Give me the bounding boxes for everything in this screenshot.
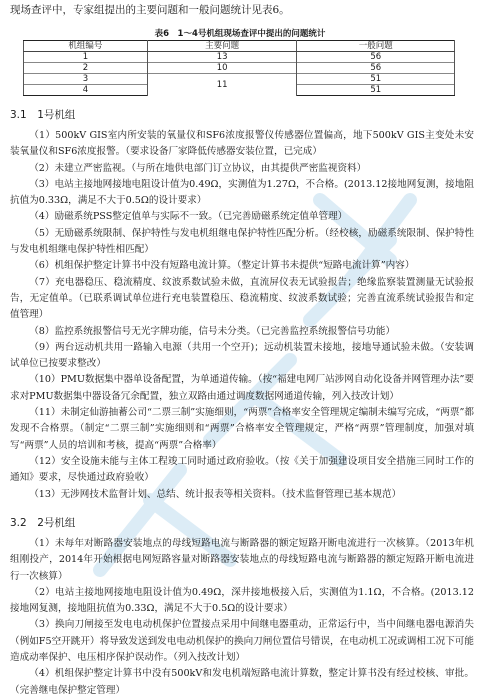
- header-general: 一般问题: [297, 41, 455, 52]
- cell-major-merged: 11: [147, 74, 297, 96]
- cell-unit: 1: [24, 52, 148, 63]
- cell-unit: 2: [24, 63, 148, 74]
- cell-unit: 4: [24, 85, 148, 96]
- issue-paragraph: （11）未制定仙游抽蓄公司“二票三制”实施细则，“两票”合格率安全管理规定编制未编写完成，“两票”都发现不合格票。（制定“二票三制”实施细则和“两票”合格率安全管理规定，严格“两票”管理制度，加强对填写“两票”人员的培训和考核，提高“两票”合格率）: [10, 407, 474, 451]
- header-unit: 机组编号: [24, 41, 148, 52]
- cell-major: 10: [147, 63, 297, 74]
- table-row: [24, 74, 455, 85]
- section-heading-unit-2: 3.2 2号机组: [10, 517, 76, 529]
- issue-paragraph: （7）充电器稳压、稳流精度、纹波系数试验未做，直流屏仪表无试验报告；绝缘监察装置测量无试验报告，无定值单。（已联系调试单位进行充电装置稳压、稳流精度、纹波系数试验；完善直流系统试验报告和定值管理）: [10, 276, 474, 321]
- cell-general: 56: [297, 63, 455, 74]
- cell-general: 56: [297, 52, 455, 63]
- issue-paragraph: （2）电站主接地网接地电阻设计值为0.49Ω，深井接地极接入后，实测值为1.1Ω，不合格。(2013.12接地网复测，接地阻抗值为0.33Ω，满足不大于0.5Ω的设计要求）: [10, 586, 474, 615]
- issue-paragraph: （2）未建立严密监视。（与所在地供电部门订立协议，由其提供严密监视资料）: [29, 162, 367, 174]
- header-major: 主要问题: [147, 41, 297, 52]
- section-heading-unit-1: 3.1 1号机组: [10, 109, 76, 121]
- issue-paragraph: （3）换向刀闸接至发电电动机保护位置接点采用中间继电器重动，正常运行中，当中间继电器电源消失（例如F5空开跳开）将导致发送到发电电动机保护的换向刀闸位置信号错误，在电动机工况或调相工况下可能造成动率保护、电压相序保护误动作。（列入技改计划）: [10, 619, 474, 664]
- issue-paragraph: （4）机组保护整定计算书中没有500kV和发电机端短路电流计算数，整定计算书没有经过校核、审批。（完善继电保护整定管理）: [10, 668, 474, 696]
- issue-paragraph: （9）两台远动机共用一路输入电源（共用一个空开)；远动机装置未接地，接地导通试验未做。（安装调试单位已按要求整改）: [10, 341, 474, 370]
- issue-paragraph: （6）机组保护整定计算书中没有短路电流计算。（整定计算书未提供“短路电流计算”内容）: [29, 260, 415, 272]
- issue-paragraph: （13）无涉网技术监督计划、总结、统计报表等相关资料。（技术监督管理已基本规范）: [29, 488, 402, 500]
- table-header-row: [24, 41, 455, 52]
- issue-paragraph: （10）PMU数据集中器单设备配置，为单通道传输。（按“福建电网厂站涉网自动化设备并网管理办法”要求对PMU数据集中器设备冗余配置，独立双路由通过调度数据网通道传输，列入技改计划）: [10, 374, 474, 402]
- issue-paragraph: （5）无励磁系统限制、保护特性与发电机组继电保护特性匹配分析。（经校核，励磁系统限制、保护特性与发电机组继电保护特性相匹配）: [10, 227, 474, 256]
- cell-unit: 3: [24, 74, 148, 85]
- cell-general: 51: [297, 85, 455, 96]
- table-caption: 表6 1～4号机组现场查评中提出的问题统计: [154, 29, 326, 39]
- issue-paragraph: （8）监控系统报警信号无光字牌功能，信号未分类。（已完善监控系统报警信号功能）: [29, 325, 396, 337]
- section-1-body: [10, 128, 474, 503]
- issue-paragraph: （1）500kV GIS室内所安装的氧量仪和SF6浓度报警仪传感器位置偏高，地下500kV GIS主变处未安装氧量仪和SF6浓度报警。（要求设备厂家降低传感器安装位置，已完成）: [10, 130, 474, 158]
- cell-major: 13: [147, 52, 297, 63]
- issue-paragraph: （12）安全设施未能与主体工程竣工同时通过政府验收。（按《关于加强建设项目安全措施三同时工作的通知》要求，尽快通过政府验收）: [10, 455, 474, 484]
- issue-statistics-table: [23, 40, 455, 96]
- table-row: [24, 52, 455, 63]
- table-row: [24, 63, 455, 74]
- cell-general: 51: [297, 74, 455, 85]
- issue-paragraph: （1）未每年对断路器安装地点的母线短路电流与断路器的额定短路开断电流进行一次核算。（2013年机组刚投产，2014年开始根据电网短路容量对断路器安装地点的母线短路电流与断路器的额定短路开断电流进行一次核算）: [10, 538, 474, 582]
- issue-paragraph: （4）励磁系统PSS整定值单与实际不一致。（已完善励磁系统定值单管理）: [29, 211, 348, 223]
- issue-paragraph: （3）电站主接地网接地电阻设计值为0.49Ω，实测值为1.27Ω，不合格。(2013.12接地网复测，接地阻抗值为0.33Ω，满足不大于0.5Ω的设计要求）: [10, 178, 474, 207]
- intro-text: 现场查评中，专家组提出的主要问题和一般问题统计见表6。: [10, 4, 290, 16]
- section-2-body: [10, 536, 474, 699]
